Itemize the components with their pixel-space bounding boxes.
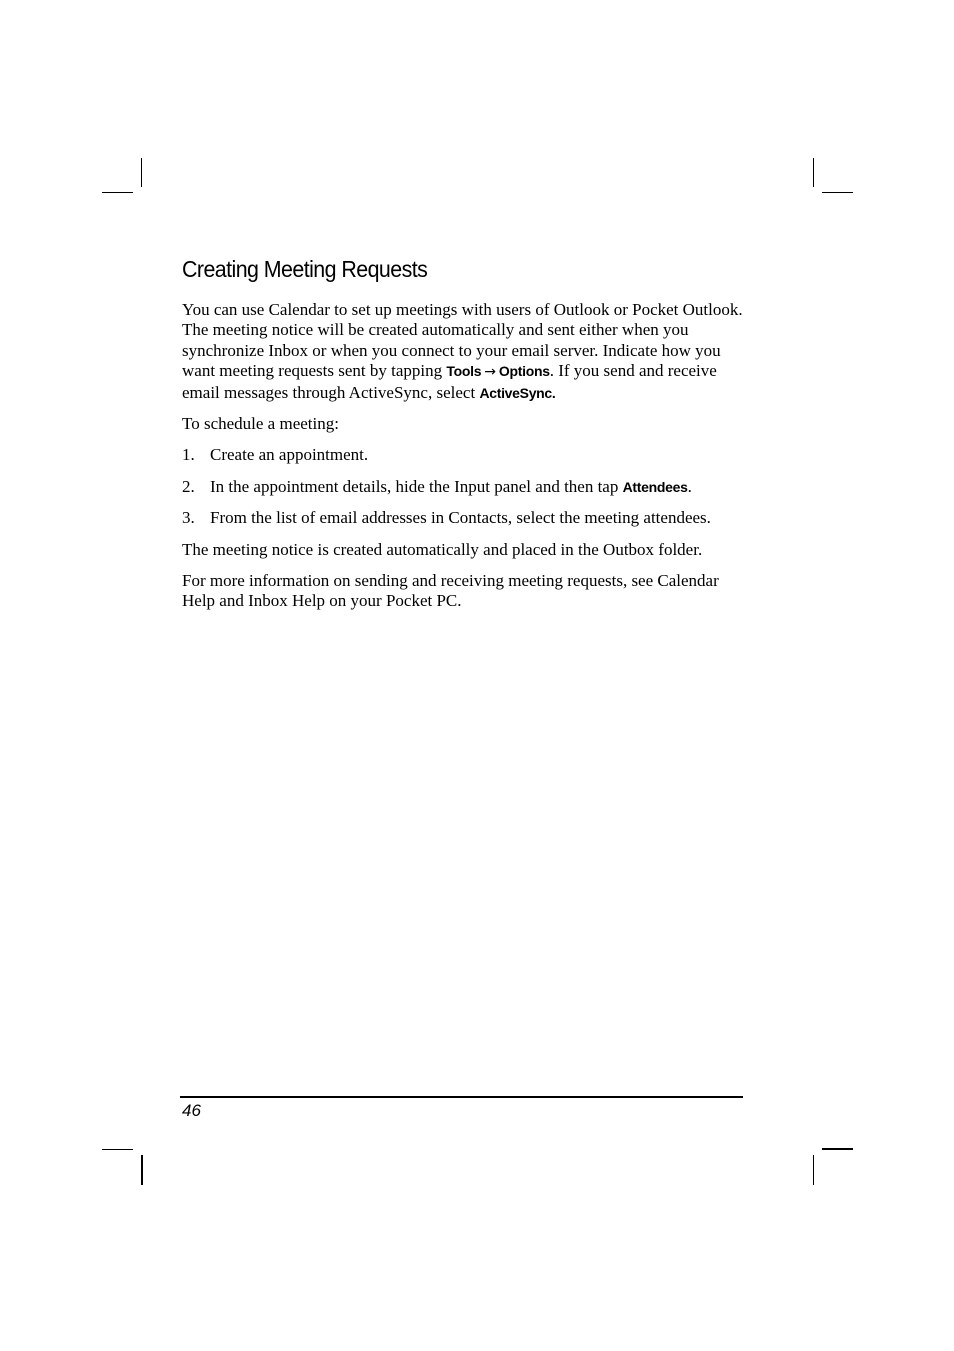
page-number: 46	[182, 1101, 201, 1120]
steps-list	[182, 445, 744, 528]
list-item	[182, 477, 744, 497]
menu-tools-label: Tools	[446, 363, 482, 380]
arrow-right-icon: →	[484, 364, 496, 381]
crop-mark-bottom-right-h	[822, 1148, 853, 1150]
crop-mark-top-right-v	[813, 158, 814, 187]
list-item	[182, 445, 744, 465]
crop-mark-bottom-left-v	[141, 1155, 143, 1185]
step-number: 2.	[182, 476, 195, 496]
page-content	[182, 252, 744, 623]
footer-rule	[180, 1096, 743, 1098]
menu-activesync-label: ActiveSync.	[479, 384, 556, 401]
step-text: Create an appointment.	[210, 445, 369, 465]
step-text-wrapper	[210, 477, 692, 497]
crop-mark-top-left-h	[102, 192, 133, 193]
step-text: From the list of email addresses in Contacts, select the meeting attendees.	[210, 508, 711, 528]
step-number: 3.	[182, 508, 195, 528]
more-info-paragraph: For more information on sending and receiving meeting requests, see Calendar Help and Inbox Help on your Pocket PC.	[182, 571, 719, 611]
crop-mark-bottom-right-v	[813, 1155, 814, 1185]
step-text-end: .	[687, 476, 692, 496]
notice-paragraph: The meeting notice is created automatically and placed in the Outbox folder.	[182, 539, 703, 559]
step-text: In the appointment details, hide the Input panel and then tap	[210, 476, 623, 496]
section-title: Creating Meeting Requests	[182, 256, 428, 282]
lead-in-paragraph: To schedule a meeting:	[182, 414, 339, 434]
attendees-label: Attendees	[622, 478, 688, 495]
crop-mark-bottom-left-h	[102, 1149, 133, 1150]
menu-options-label: Options	[498, 363, 550, 380]
step-number: 1.	[182, 445, 195, 465]
intro-paragraph	[182, 300, 744, 403]
intro-text-2: . If you send and receive email messages through ActiveSync, select	[182, 361, 717, 402]
crop-mark-top-left-v	[141, 158, 142, 187]
list-item	[182, 508, 744, 528]
intro-text-1: You can use Calendar to set up meetings with users of Outlook or Pocket Outlook. The meeting notice will be created automatically and sent either when you synchronize Inbox or when you connect to your email server. Indicate how you want meeting requests sent by tapping	[182, 300, 743, 381]
crop-mark-top-right-h	[822, 192, 853, 193]
